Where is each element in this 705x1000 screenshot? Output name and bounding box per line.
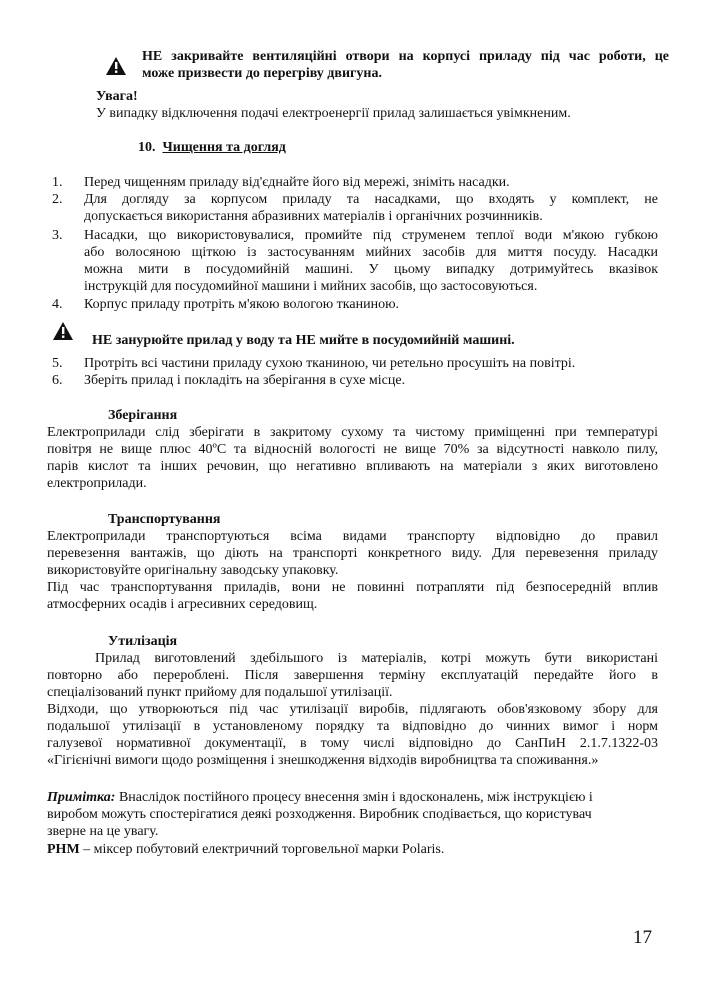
list-item: [84, 227, 658, 295]
paragraph-line: галузевої нормативної документації, в тому числі відповідно до СанПиН 2.1.7.1322-03: [47, 736, 658, 751]
phm-label: PHM: [47, 842, 80, 857]
list-item-line: можна мити в посудомийній машині. У цьому випадку дотримуйтесь вказівок: [84, 262, 658, 277]
paragraph-line: електроприлади.: [47, 476, 147, 491]
immersion-warning: НЕ занурюйте прилад у воду та НЕ мийте в посудомийній машині.: [92, 333, 515, 348]
paragraph-line: використовуйте оригінальну заводську упаковку.: [47, 563, 339, 578]
list-item-line: Протріть всі частини приладу сухою тканиною, чи ретельно просушіть на повітрі.: [84, 356, 576, 371]
disposal-heading: Утилізація: [108, 634, 178, 649]
paragraph-line: «Гігієнічні вимоги щодо розміщення і знешкодження відходів виробництва та споживання.»: [47, 753, 599, 768]
page-number: 17: [633, 927, 652, 948]
list-item-line: Корпус приладу протріть м'якою вологою тканиною.: [84, 297, 400, 312]
paragraph-line: парів кислот та інших речовин, що негативно впливають на матеріали з яких виготовлено: [47, 459, 658, 474]
list-item: [84, 191, 658, 225]
list-item: [84, 355, 658, 372]
list-item: [84, 174, 658, 191]
list-item-line: інструкцій для посудомийної машини і мийних засобів, що застосовуються.: [84, 279, 538, 294]
list-item-line: допускається використання абразивних матеріалів і органічних розчинників.: [84, 209, 543, 224]
note-line: [47, 789, 658, 806]
phm-text: – міксер побутовий електричний торговельної марки Polaris.: [79, 842, 445, 857]
list-item: [84, 296, 658, 313]
list-item-number: 1.: [52, 175, 63, 190]
section-title: Чищення та догляд: [162, 140, 286, 155]
note-line: зверне на це увагу.: [47, 824, 159, 839]
transport-heading: Транспортування: [108, 512, 221, 527]
storage-heading: Зберігання: [108, 408, 178, 423]
note-line: виробом можуть спостерігатися деякі розходження. Виробник сподівається, що користувач: [47, 807, 592, 822]
list-item-number: 3.: [52, 228, 63, 243]
paragraph-line: Електроприлади транспортуються всіма видами транспорту відповідно до правил: [47, 529, 658, 544]
attention-text: У випадку відключення подачі електроенергії прилад залишається увімкненим.: [96, 106, 571, 121]
top-warning-line-2: може призвести до перегріву двигуна.: [142, 66, 382, 81]
warning-triangle-icon: [52, 321, 74, 341]
paragraph-line: Під час транспортування приладів, вони не повинні потрапляти під безпосередній вплив: [47, 580, 658, 595]
phm-line: [47, 841, 444, 858]
paragraph-line: спеціалізований пункт прийому для подальшої утилізації.: [47, 685, 393, 700]
disposal-paragraph: [47, 650, 658, 769]
note-paragraph: [47, 789, 658, 840]
list-item-number: 6.: [52, 373, 63, 388]
list-item-line: Перед чищенням приладу від'єднайте його від мережі, зніміть насадки.: [84, 175, 510, 190]
list-item-line: Для догляду за корпусом приладу та насадками, що входять у комплект, не: [84, 192, 658, 207]
paragraph-line: Електроприлади слід зберігати в закритому сухому та чистому приміщенні при температурі: [47, 425, 658, 440]
list-item-line: або волосяною щіткою із застосуванням мийних засобів для миття посуду. Насадки: [84, 245, 658, 260]
list-item-number: 4.: [52, 297, 63, 312]
transport-paragraph: [47, 528, 658, 613]
paragraph-line: Прилад виготовлений здебільшого із матеріалів, котрі можуть бути використані: [95, 651, 658, 666]
section-10-heading: [138, 139, 286, 156]
list-item-number: 5.: [52, 356, 63, 371]
list-item-line: Насадки, що використовувалися, промийте під струменем теплої води м'якою губкою: [84, 228, 658, 243]
storage-paragraph: [47, 424, 658, 492]
list-item: [84, 372, 658, 389]
paragraph-line: повторно або перероблені. Після завершення терміну експлуатацій передайте його в: [47, 668, 658, 683]
paragraph-line: подальшої утилізації в установленому порядку та відповідно до чинних вимог і норм: [47, 719, 658, 734]
paragraph-line: атмосферних осадів і агресивних середовищ.: [47, 597, 318, 612]
list-item-number: 2.: [52, 192, 63, 207]
paragraph-line: перевезення вантажів, що діють на транспорті конкретного виду. Для перевезення приладу: [47, 546, 658, 561]
warning-triangle-icon: [105, 56, 127, 76]
note-text: Внаслідок постійного процесу внесення змін і вдосконалень, між інструкцією і: [115, 790, 593, 805]
attention-title: Увага!: [96, 89, 138, 104]
paragraph-line: повітря не вище плюс 40ºС та відносній вологості не вище 70% за відсутності навколо пилу,: [47, 442, 658, 457]
top-warning-line-1: НЕ закривайте вентиляційні отвори на корпусі приладу під час роботи, це: [142, 49, 669, 64]
paragraph-line: Відходи, що утворюються під час утилізації виробів, підлягають обов'язковому збору для: [47, 702, 658, 717]
list-item-line: Зберіть прилад і покладіть на зберігання в сухе місце.: [84, 373, 406, 388]
section-number: 10.: [138, 140, 156, 155]
note-label: Примітка:: [47, 790, 116, 805]
